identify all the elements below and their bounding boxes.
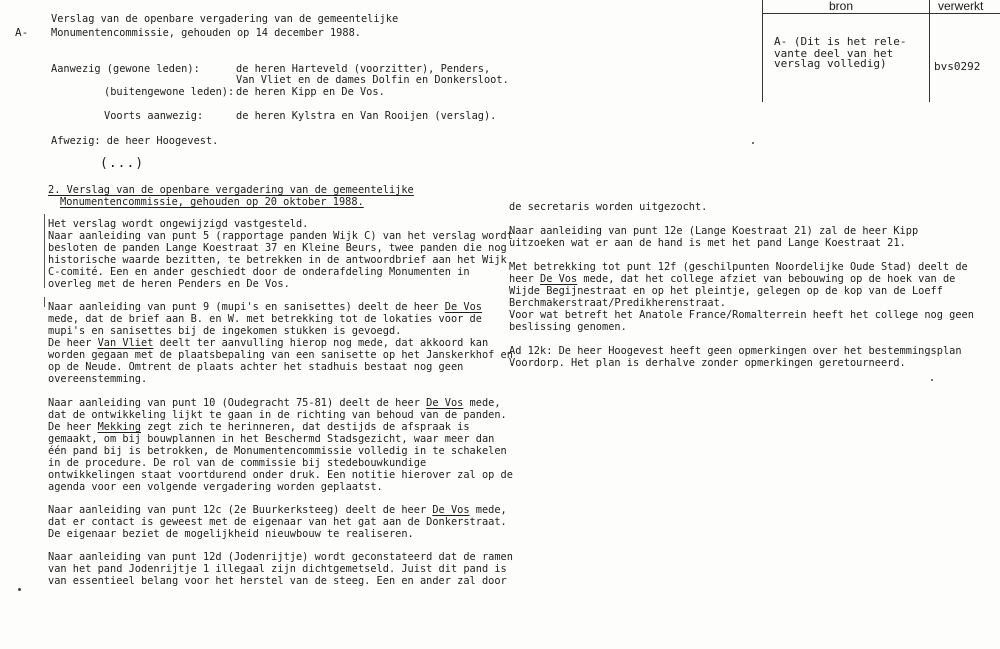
source-code: bvs0292 bbox=[934, 60, 981, 73]
left-p3-line: De heer Mekking zegt zich te herinneren, dat destijds de afspraak is bbox=[48, 421, 470, 433]
scan-speck bbox=[18, 588, 21, 591]
left-p1-line: C-comité. Een en ander geschiedt door de onderafdeling Monumenten in bbox=[48, 266, 470, 278]
right-p1-line: de secretaris worden uitgezocht. bbox=[509, 201, 708, 213]
name-de-vos: De Vos bbox=[426, 397, 464, 409]
left-p5-line: van het pand Jodenrijtje 1 illegaal zijn dichtgemetseld. Juist dit pand is bbox=[48, 563, 507, 575]
right-p3-line: Voor wat betreft het Anatole France/Romalterrein heeft het college nog geen bbox=[509, 309, 974, 321]
left-p1-line: overleg met de heren Penders en De Vos. bbox=[48, 278, 290, 290]
left-p4-line: dat er contact is geweest met de eigenaar van het gat aan de Donkerstraat. bbox=[48, 516, 507, 528]
left-p5-line: Naar aanleiding van punt 12d (Jodenrijtje) wordt geconstateerd dat de ramen bbox=[48, 551, 513, 563]
left-p3-line: agenda voor een volgende vergadering worden geplaatst. bbox=[48, 481, 383, 493]
header-line2: Monumentencommissie, gehouden op 14 december 1988. bbox=[51, 27, 361, 39]
left-p2-line: worden gegaan met de plaatsbepaling van een sanisette op het Janskerkhof en bbox=[48, 349, 513, 361]
verwerkt-header: verwerkt bbox=[938, 0, 984, 13]
extra-members-value: de heren Kipp en De Vos. bbox=[236, 86, 385, 98]
left-p1-line: Het verslag wordt ongewijzigd vastgesteld. bbox=[48, 218, 309, 230]
extra-members-label: (buitengewone leden): bbox=[104, 86, 235, 98]
left-p2-line: Naar aanleiding van punt 9 (mupi's en sanisettes) deelt de heer De Vos bbox=[48, 301, 482, 313]
right-p2-line: uitzoeken wat er aan de hand is met het pand Lange Koestraat 21. bbox=[509, 237, 906, 249]
margin-bar-p1 bbox=[44, 214, 45, 288]
left-p2-line: overeenstemming. bbox=[48, 373, 148, 385]
right-p3-line: heer De Vos mede, dat het college afziet van bebouwing op de hoek van de bbox=[509, 273, 956, 285]
also-present-value: de heren Kylstra en Van Rooijen (verslag). bbox=[236, 110, 497, 122]
present-value2: Van Vliet en de dames Dolfin en Donkersloot. bbox=[236, 74, 509, 86]
right-p4-line: Voordorp. Het plan is derhalve zonder opmerkingen geretourneerd. bbox=[509, 357, 906, 369]
margin-label: A- bbox=[15, 26, 29, 39]
left-p3-line: ontwikkelingen staat voortdurend onder druk. Een notitie hierover zal op de bbox=[48, 469, 513, 481]
right-p3-line: beslissing genomen. bbox=[509, 321, 627, 333]
bron-note-line2: vante deel van het bbox=[774, 47, 894, 60]
left-p1-line: Naar aanleiding van punt 5 (rapportage panden Wijk C) van het verslag wordt bbox=[48, 230, 513, 242]
left-p3-line: Naar aanleiding van punt 10 (Oudegracht 75-81) deelt de heer De Vos mede, bbox=[48, 397, 501, 409]
absent-line: Afwezig: de heer Hoogevest. bbox=[51, 135, 219, 147]
left-p3-line: dat de ontwikkeling lijkt te gaan in de richting van behoud van de panden. bbox=[48, 409, 507, 421]
also-present-label: Voorts aanwezig: bbox=[104, 110, 204, 122]
right-p3-line: Met betrekking tot punt 12f (geschilpunten Noordelijke Oude Stad) deelt de bbox=[509, 261, 968, 273]
left-p1-line: historische waarde bezitten, te betrekken in de antwoordbrief aan het Wijk bbox=[48, 254, 507, 266]
left-p5-line: van essentieel belang voor het herstel van de steeg. Een en ander zal door bbox=[48, 575, 507, 587]
header-line1: Verslag van de openbare vergadering van de gemeentelijke bbox=[51, 13, 399, 25]
left-p2-line: op de Neude. Omtrent de plaats achter het stadhuis bestaat nog geen bbox=[48, 361, 464, 373]
scan-speck bbox=[931, 379, 933, 381]
left-p2-line: mupi's en sanisettes bij de ingekomen stukken is gevoegd. bbox=[48, 325, 402, 337]
present-label: Aanwezig (gewone leden): bbox=[51, 63, 200, 75]
left-p3-line: gemaakt, om bij bouwplannen in het Beschermd Stadsgezicht, waar meer dan bbox=[48, 433, 495, 445]
bron-header: bron bbox=[829, 0, 854, 13]
right-p3-line: Berchmakerstraat/Predikherenstraat. bbox=[509, 297, 726, 309]
bron-note-line3: verslag volledig) bbox=[774, 57, 887, 70]
bron-note-line1: A- (Dit is het rele- bbox=[774, 35, 907, 48]
left-p2-line: De heer Van Vliet deelt ter aanvulling hierop nog mede, dat akkoord kan bbox=[48, 337, 489, 349]
left-p4-line: De eigenaar beziet de mogelijkheid nieuwbouw te realiseren. bbox=[48, 528, 414, 540]
left-p3-line: in de procedure. De rol van de commissie bij stedebouwkundige bbox=[48, 457, 427, 469]
left-p1-line: besloten de panden Lange Koestraat 37 en Kleine Beurs, twee panden die nog bbox=[48, 242, 507, 254]
name-van-vliet: Van Vliet bbox=[97, 337, 154, 349]
section2-title-line2: Monumentencommissie, gehouden op 20 oktober 1988. bbox=[60, 196, 364, 208]
right-p2-line: Naar aanleiding van punt 12e (Lange Koestraat 21) zal de heer Kipp bbox=[509, 225, 919, 237]
ellipsis: (...) bbox=[100, 156, 145, 171]
left-p4-line: Naar aanleiding van punt 12c (2e Buurkerksteeg) deelt de heer De Vos mede, bbox=[48, 504, 507, 516]
name-de-vos: De Vos bbox=[540, 273, 578, 285]
name-de-vos: De Vos bbox=[432, 504, 470, 516]
present-value1: de heren Harteveld (voorzitter), Penders, bbox=[236, 63, 491, 75]
right-p3-line: Wijde Begijnestraat en op het pleintje, gelegen op de kop van de Loeff bbox=[509, 285, 943, 297]
section2-title-line1: 2. Verslag van de openbare vergadering van de gemeentelijke bbox=[48, 184, 414, 196]
left-p3-line: één pand bij is betrokken, de Monumentencommissie volledig in te schakelen bbox=[48, 445, 507, 457]
name-mekking: Mekking bbox=[97, 421, 142, 433]
margin-bar-p2 bbox=[44, 297, 45, 307]
right-p4-line: Ad 12k: De heer Hoogevest heeft geen opmerkingen over het bestemmingsplan bbox=[509, 345, 962, 357]
left-p2-line: mede, dat de brief aan B. en W. met betrekking tot de lokaties voor de bbox=[48, 313, 482, 325]
name-de-vos: De Vos bbox=[444, 301, 482, 313]
scan-speck bbox=[752, 142, 754, 144]
